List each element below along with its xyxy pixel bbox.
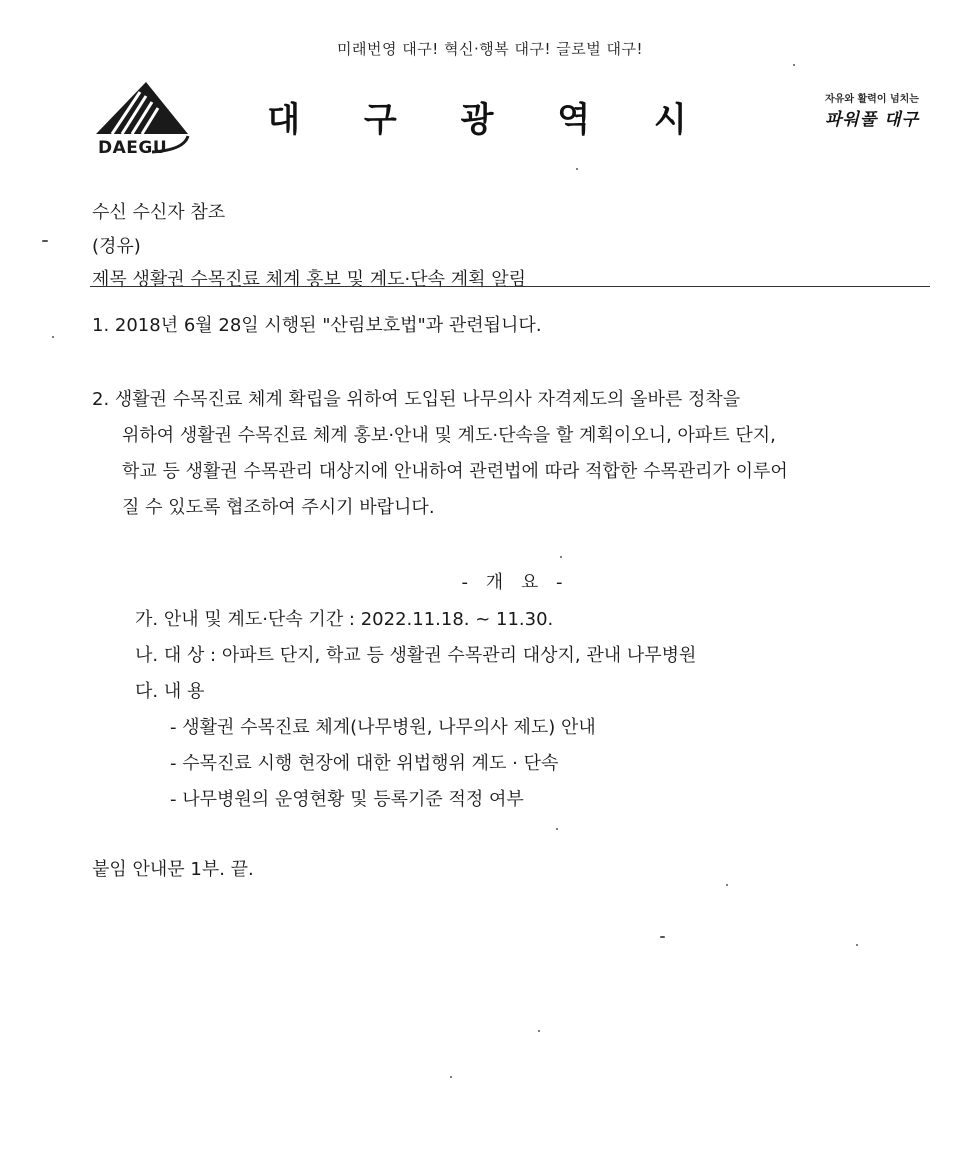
item-1: 1. 2018년 6월 28일 시행된 "산림보호법"과 관련됩니다. [92,315,542,336]
scan-speck [538,1030,540,1032]
bullet-2: - 수목진료 시행 현장에 대한 위법행위 계도 · 단속 [170,753,559,774]
bullet-3: - 나무병원의 운영현황 및 등록기준 적정 여부 [170,789,524,810]
scan-speck [793,64,795,66]
scan-speck [450,1076,452,1078]
scan-speck [42,240,48,242]
subject-rule [90,286,930,287]
slogan-badge [816,90,928,130]
scan-speck [856,944,858,946]
badge-sub: 자유와 활력이 넘치는 [825,94,919,105]
scan-speck [556,828,558,830]
slogan: 미래번영 대구! 혁신·행복 대구! 글로벌 대구! [337,40,643,58]
item-2-line-3: 학교 등 생활권 수목관리 대상지에 안내하여 관련법에 따라 적합한 수목관리가 이루어 [122,461,788,482]
scan-speck [560,556,562,558]
bullet-1: - 생활권 수목진료 체계(나무병원, 나무의사 제도) 안내 [170,717,596,738]
item-2-line-1: 2. 생활권 수목진료 체계 확립을 위하여 도입된 나무의사 자격제도의 올바른 정착을 [92,389,741,410]
scan-speck [52,336,54,338]
overview-da: 다. 내 용 [135,681,205,702]
scan-speck [660,936,665,938]
org-name: 대 구 광 역 시 [267,100,713,140]
recipient-line: 수신 수신자 참조 [92,202,226,223]
subject-line: 제목 생활권 수목진료 체계 홍보 및 계도·단속 계획 알림 [92,269,527,290]
overview-title: - 개 요 - [461,572,569,593]
overview-na: 나. 대 상 : 아파트 단지, 학교 등 생활권 수목관리 대상지, 관내 나무병원 [135,645,697,666]
scan-speck [576,168,578,170]
overview-ga: 가. 안내 및 계도·단속 기간 : 2022.11.18. ~ 11.30. [135,609,554,630]
badge-main: 파워풀 대구 [824,110,920,130]
via-line: (경유) [92,236,141,257]
scan-speck [726,884,728,886]
attachment-line: 붙임 안내문 1부. 끝. [92,859,254,880]
logo-label: DAEGU [98,138,168,158]
item-2-line-2: 위하여 생활권 수목진료 체계 홍보·안내 및 계도·단속을 할 계획이오니, 아파트 단지, [122,425,776,446]
item-2-line-4: 질 수 있도록 협조하여 주시기 바랍니다. [122,497,435,518]
